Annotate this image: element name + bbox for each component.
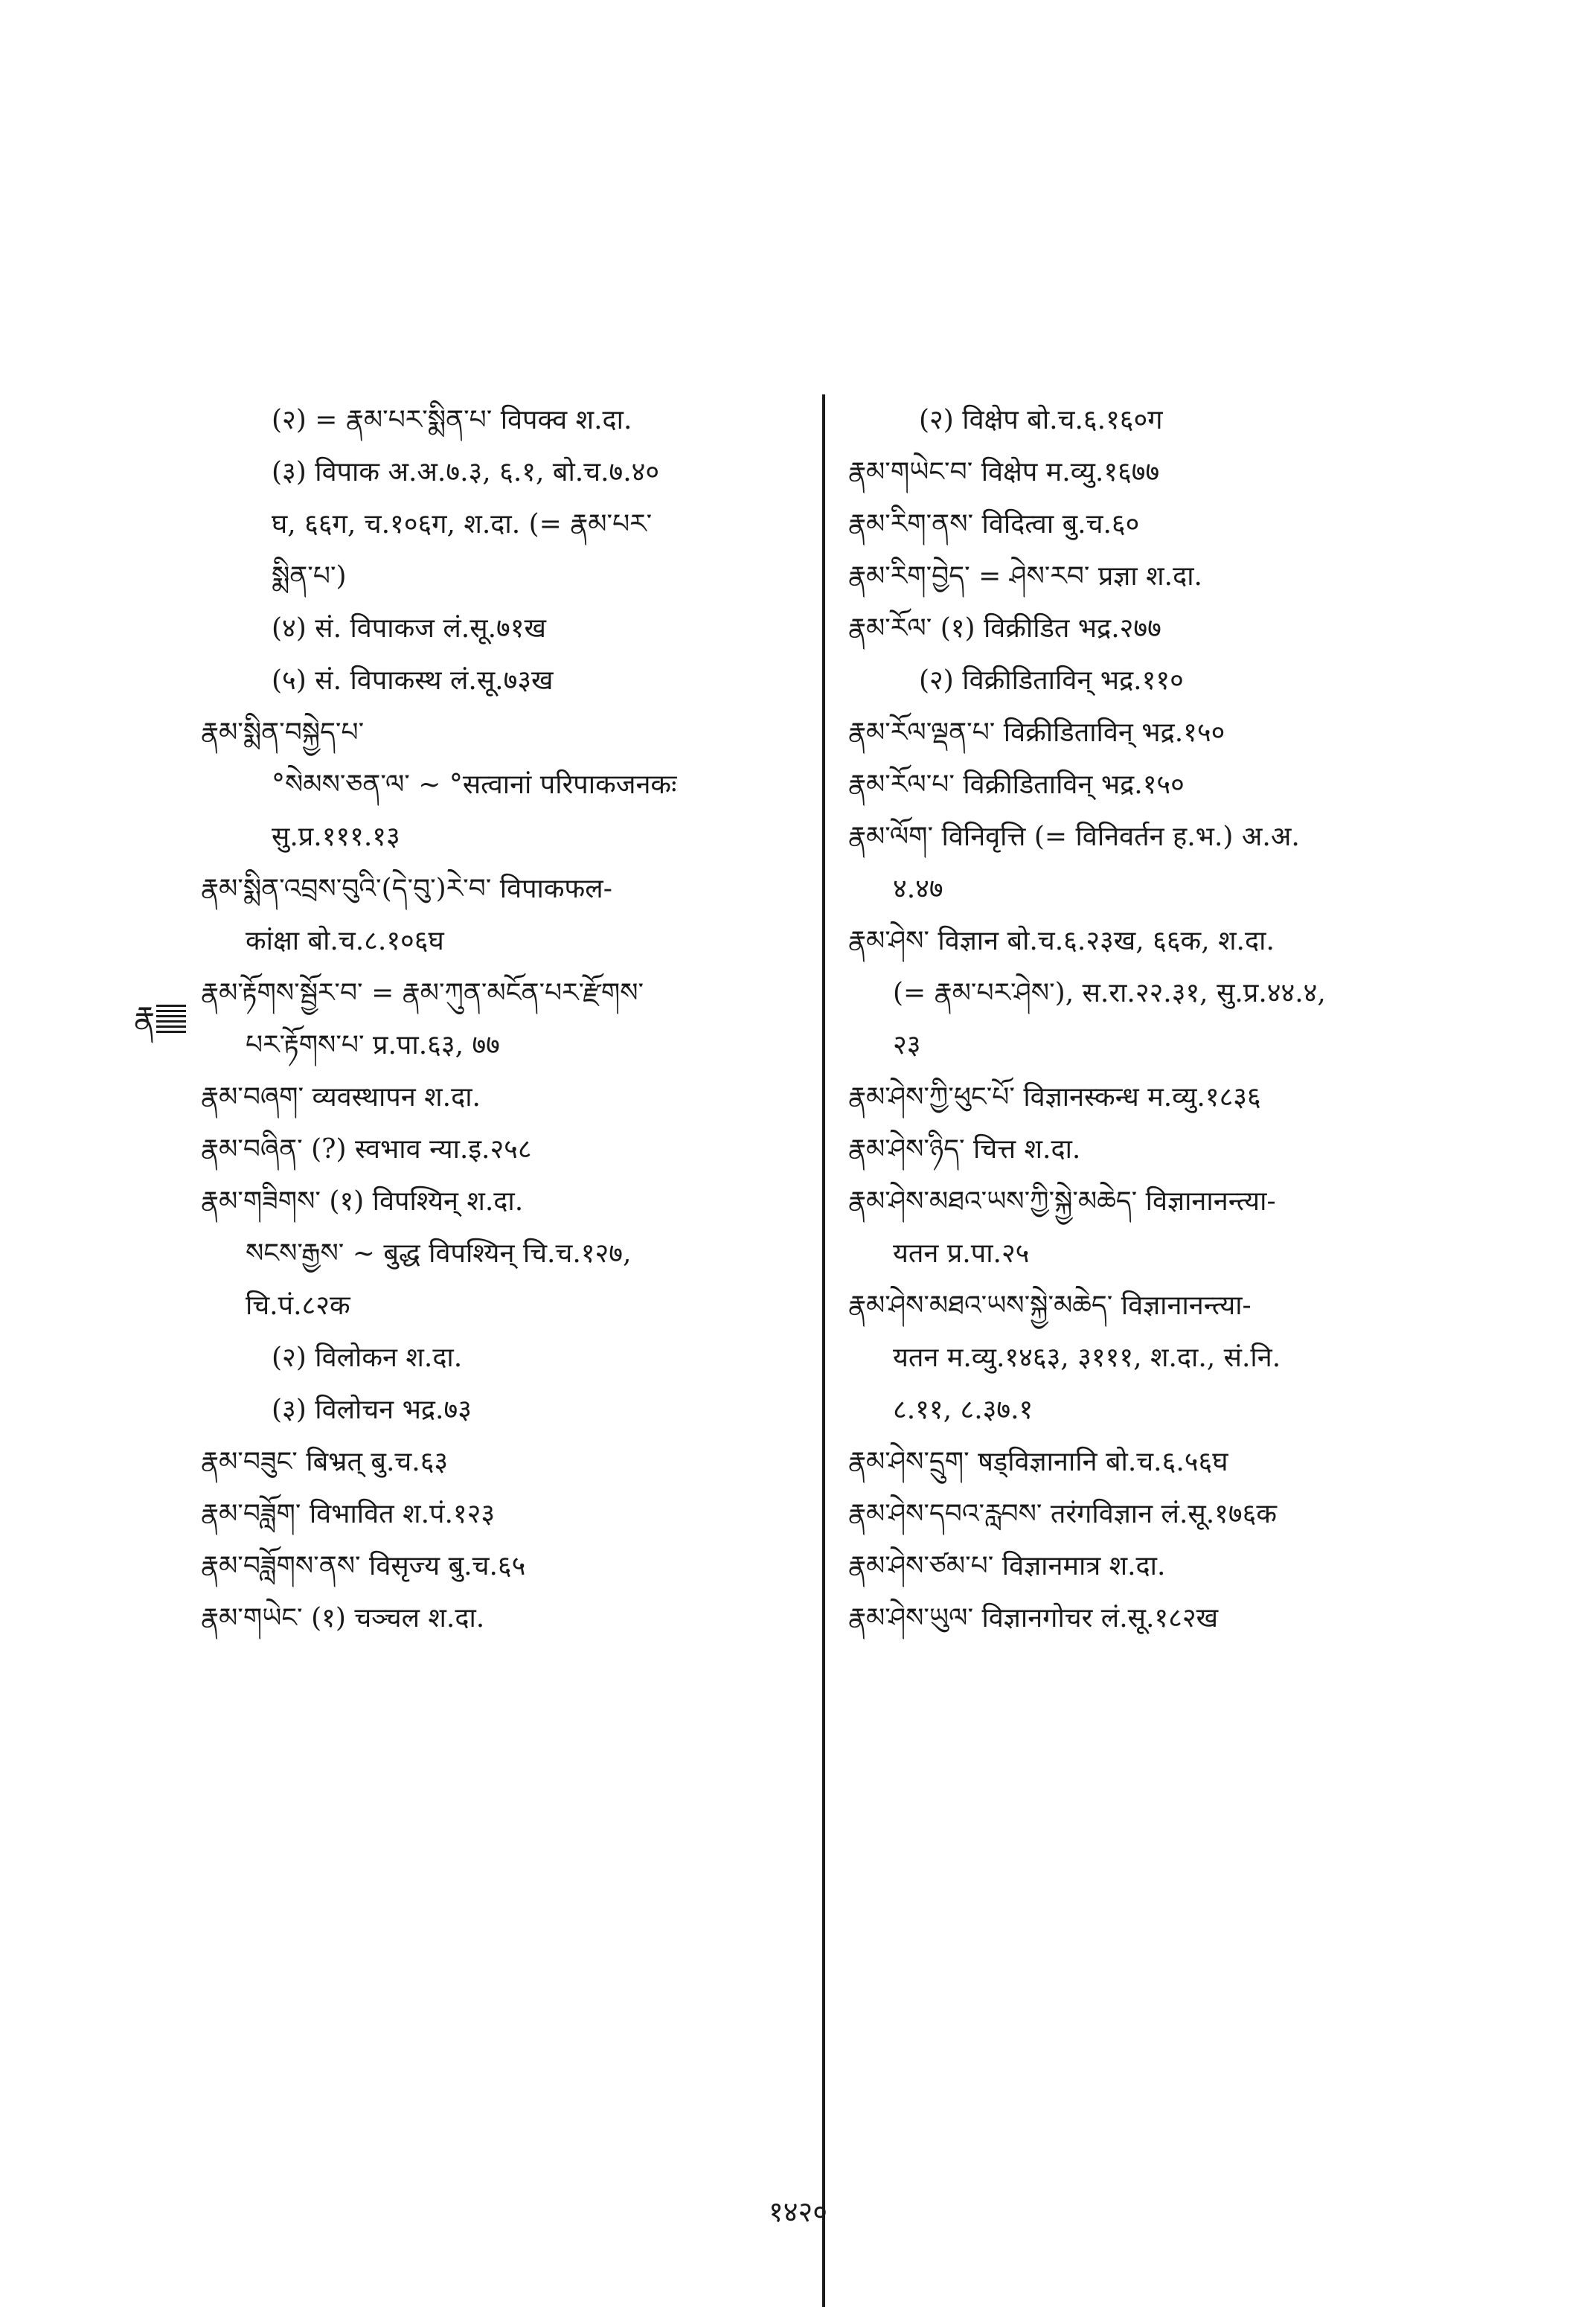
dictionary-entry: རྣམ་གཟིགས་ (१) विपश्यिन् श.दा.	[201, 1186, 524, 1217]
dictionary-entry: རྣམ་བཞག་ व्यवस्थापन श.दा.	[201, 1082, 481, 1113]
dictionary-entry: घ, ६६ग, च.१०६ग, श.दा. (= རྣམ་པར་	[272, 509, 653, 540]
dictionary-entry: རྣམ་ཤེས་ཙམ་པ་ विज्ञानमात्र श.दा.	[848, 1551, 1166, 1581]
dictionary-entry: རྣམ་རྟོགས་སྦྱོར་བ་ = རྣམ་ཀུན་མངོན་པར་རྫོགས་	[201, 978, 644, 1008]
dictionary-entry: (२) विक्रीडिताविन् भद्र.११०	[919, 665, 1184, 696]
dictionary-entry: རྣམ་ཤེས་མཐའ་ཡས་ཀྱི་སྐྱེ་མཆེད་ विज्ञानानन्त्या-	[848, 1186, 1276, 1217]
dictionary-entry: རྣམ་བཞིན་ (?) स्वभाव न्या.इ.२५८	[201, 1134, 532, 1165]
dictionary-entry: རྣམ་ཤེས་དྲུག་ षड्विज्ञानानि बो.च.६.५६घ	[848, 1447, 1228, 1477]
dictionary-entry: རྣམ་རོལ་པ་ विक्रीडिताविन् भद्र.१५०	[848, 769, 1185, 800]
dictionary-entry: རྣམ་བཟློགས་ནས་ विसृज्य बु.च.६५	[201, 1551, 526, 1581]
dictionary-entry: རྣམ་ཤེས་ विज्ञान बो.च.६.२३ख, ६६क, श.दा.	[848, 926, 1275, 956]
margin-marker-letter: རྣ	[134, 999, 154, 1036]
dictionary-entry: (५) सं. विपाकस्थ लं.सू.७३ख	[272, 665, 554, 696]
dictionary-entry: རྣམ་རོལ་ལྡན་པ་ विक्रीडिताविन् भद्र.१५०	[848, 717, 1225, 748]
margin-marker	[134, 982, 186, 1071]
dictionary-entry: རྣམ་ལོག་ विनिवृत्ति (= विनिवर्तन ह.भ.) अ.अ.	[848, 822, 1300, 852]
dictionary-entry: རྣམ་ཤེས་ཀྱི་ཕུང་པོ་ विज्ञानस्कन्ध म.व्यु.१८३६	[848, 1082, 1261, 1113]
dictionary-entry: རྣམ་ཤེས་ཡུལ་ विज्ञानगोचर लं.सू.१८२ख	[848, 1603, 1219, 1634]
dictionary-entry: རྣམ་ཤེས་དབའ་རླབས་ तरंगविज्ञान लं.सू.१७६क	[848, 1499, 1277, 1529]
dictionary-entry: རྣམ་ཤེས་མཐའ་ཡས་སྐྱེ་མཆེད་ विज्ञानानन्त्या-	[848, 1290, 1252, 1321]
dictionary-entry: རྣམ་སྨིན་འབྲས་བུའི་(དེ་བུ་)རེ་བ་ विपाकफल-	[201, 874, 612, 904]
dictionary-entry: (४) सं. विपाकज लं.सू.७१ख	[272, 613, 546, 644]
dictionary-entry: कांक्षा बो.च.८.१०६घ	[246, 926, 444, 956]
dictionary-entry: སྨིན་པ་)	[272, 561, 347, 592]
dictionary-entry: यतन प्र.पा.२५	[893, 1238, 1030, 1269]
dictionary-entry: རྣམ་གཡེང་ (१) चञ्चल श.दा.	[201, 1603, 485, 1634]
dictionary-entry: རྣམ་བཟུང་ बिभ्रत् बु.च.६३	[201, 1447, 449, 1477]
dictionary-entry: རྣམ་བཟློག་ विभावित श.पं.१२३	[201, 1499, 496, 1529]
dictionary-entry: (= རྣམ་པར་ཤེས་), स.रा.२२.३१, सु.प्र.४४.४,	[893, 978, 1326, 1008]
page-number: १४२०	[768, 2195, 828, 2228]
dictionary-entry: རྣམ་ཤེས་ཉིད་ चित्त श.दा.	[848, 1134, 1081, 1165]
dictionary-entry: རྣམ་སྨིན་བསྐྱེད་པ་	[201, 717, 365, 748]
dictionary-entry: २३	[893, 1030, 921, 1060]
dictionary-entry: རྣམ་རོལ་ (१) विक्रीडित भद्र.२७७	[848, 613, 1161, 644]
dictionary-entry: སངས་རྒྱས་ ~ बुद्ध विपश्यिन् चि.च.१२७,	[246, 1238, 632, 1269]
dictionary-entry: རྣམ་རིག་བྱེད་ = ཤེས་རབ་ प्रज्ञा श.दा.	[848, 561, 1202, 592]
dictionary-entry: (२) विक्षेप बो.च.६.१६०ग	[919, 405, 1163, 435]
dictionary-entry: यतन म.व्यु.१४६३, ३१११, श.दा., सं.नि.	[893, 1343, 1281, 1373]
dictionary-entry: པར་རྟོགས་པ་ प्र.पा.६३, ७७	[246, 1030, 500, 1060]
dictionary-entry: सु.प्र.१११.१३	[272, 822, 400, 852]
dictionary-entry: (२) = རྣམ་པར་སྨིན་པ་ विपक्व श.दा.	[272, 405, 632, 435]
dictionary-entry: ८.११, ८.३७.१	[893, 1395, 1033, 1425]
left-column	[201, 394, 811, 1645]
dictionary-entry: (२) विलोकन श.दा.	[272, 1343, 463, 1373]
dictionary-entry: (३) विपाक अ.अ.७.३, ६.१, बो.च.७.४०	[272, 457, 660, 487]
dictionary-entry: °སེམས་ཅན་ལ་ ~ °सत्वानां परिपाकजनकः	[272, 769, 677, 800]
right-column	[848, 394, 1458, 1645]
dictionary-entry: རྣམ་གཡེང་བ་ विक्षेप म.व्यु.१६७७	[848, 457, 1160, 487]
dictionary-entry: चि.पं.८२क	[246, 1290, 350, 1321]
dictionary-entry: རྣམ་རིག་ནས་ विदित्वा बु.च.६०	[848, 509, 1140, 540]
column-divider	[822, 394, 825, 2307]
margin-marker-lines	[156, 1005, 186, 1036]
dictionary-entry: (३) विलोचन भद्र.७३	[272, 1395, 472, 1425]
dictionary-entry: ४.४७	[893, 874, 943, 904]
